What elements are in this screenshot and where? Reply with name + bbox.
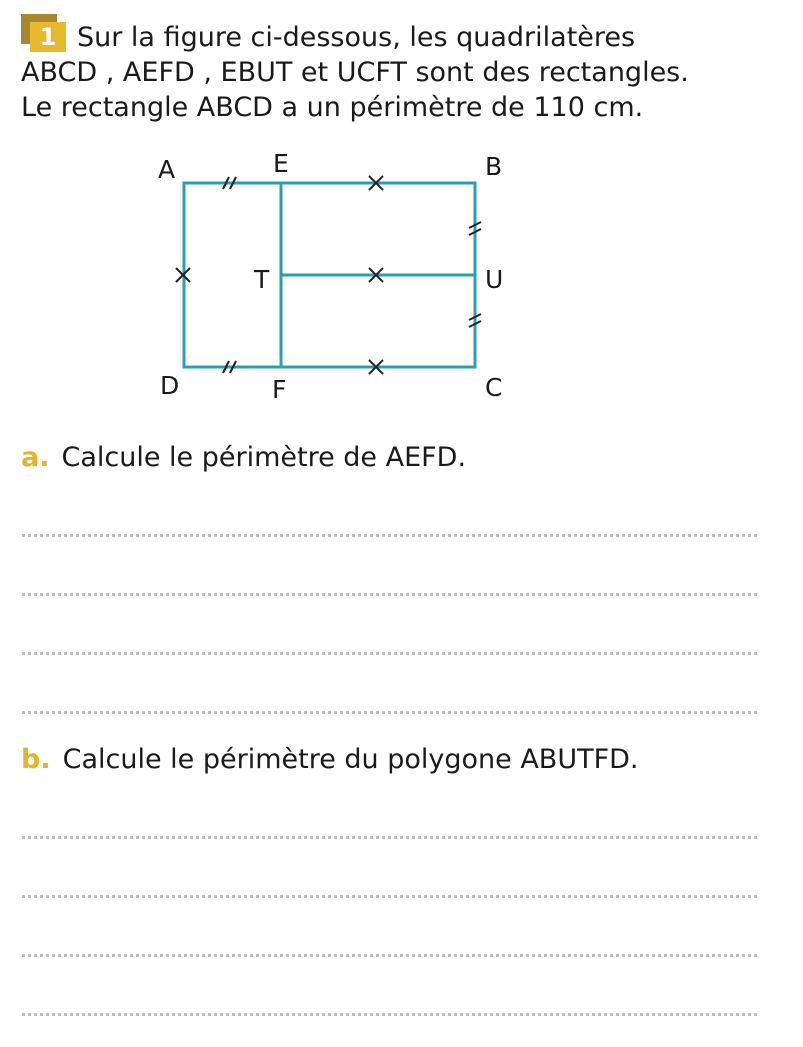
question-a-letter: a. xyxy=(21,442,50,473)
statement-line-1: Sur la figure ci-dessous, les quadrilatères xyxy=(77,22,636,53)
label-c: C xyxy=(485,373,503,402)
exercise-statement xyxy=(21,20,791,125)
label-e: E xyxy=(273,149,289,178)
label-d: D xyxy=(160,371,180,400)
geometry-figure xyxy=(150,140,530,410)
answer-line-a-4[interactable] xyxy=(22,711,757,714)
exercise-number: 1 xyxy=(30,22,66,52)
answer-line-b-2[interactable] xyxy=(22,895,757,898)
answer-line-b-1[interactable] xyxy=(22,836,757,839)
answer-line-a-1[interactable] xyxy=(22,534,757,537)
label-u: U xyxy=(485,265,504,294)
statement-line-3: Le rectangle ABCD a un périmètre de 110 cm. xyxy=(21,92,644,123)
question-a xyxy=(21,441,466,475)
answer-line-a-2[interactable] xyxy=(22,593,757,596)
question-b-text: Calcule le périmètre du polygone ABUTFD. xyxy=(62,744,639,775)
answer-line-b-3[interactable] xyxy=(22,954,757,957)
question-b-letter: b. xyxy=(21,744,51,775)
rectangle-lines xyxy=(184,183,475,367)
label-t: T xyxy=(254,265,270,294)
label-b: B xyxy=(485,152,503,181)
statement-line-2: ABCD , AEFD , EBUT et UCFT sont des rectangles. xyxy=(21,57,689,88)
answer-line-a-3[interactable] xyxy=(22,652,757,655)
label-f: F xyxy=(272,375,287,404)
question-a-text: Calcule le périmètre de AEFD. xyxy=(61,442,467,473)
answer-line-b-4[interactable] xyxy=(22,1013,757,1016)
label-a: A xyxy=(158,155,176,184)
question-b xyxy=(21,743,638,777)
